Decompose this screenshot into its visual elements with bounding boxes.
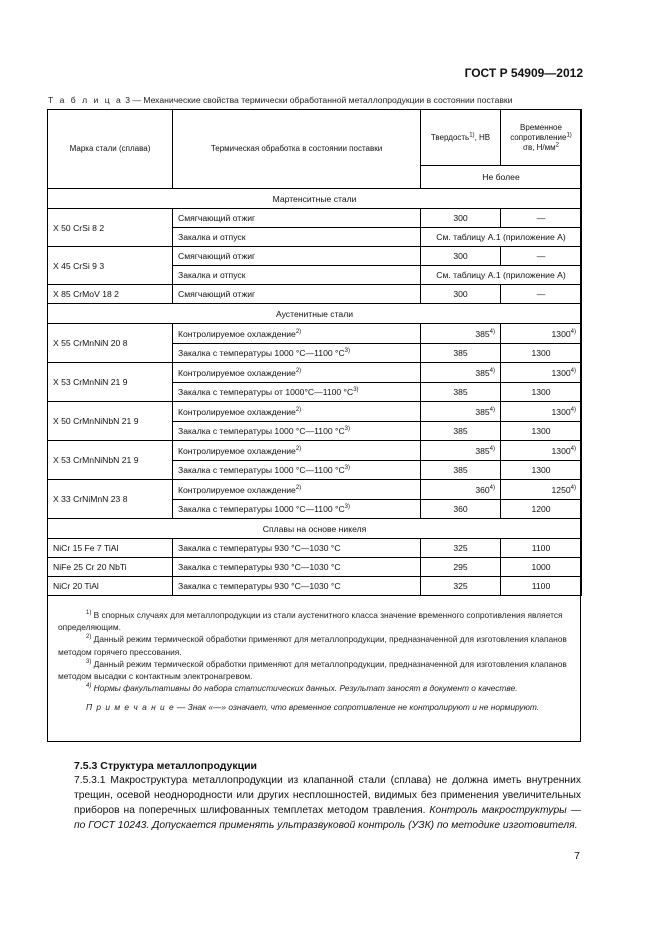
- treatment-text: Закалка с температуры 1000 °С—1100 °С: [178, 348, 345, 358]
- paragraph: [74, 773, 581, 833]
- strength-cell: 1300: [501, 422, 582, 441]
- footnote-text: Данный режим термической обработки применяют для металлопродукции, предназначенной для изготовления клапанов методом высадки с контактным электронагревом.: [58, 658, 567, 682]
- col-grade-header: Марка стали (сплава): [48, 110, 173, 189]
- treatment-text: Контролируемое охлаждение: [178, 367, 296, 378]
- treatment-text: Контролируемое охлаждение: [178, 328, 296, 339]
- treatment-cell: [173, 363, 421, 383]
- footnote-ref: 4): [570, 367, 576, 374]
- footnote-ref: 4): [489, 367, 495, 374]
- strength-value: 1300: [551, 445, 571, 456]
- section-austenitic: Аустенитные стали: [48, 304, 582, 324]
- grade-cell: X 55 CrMnNiN 20 8: [48, 324, 173, 363]
- treatment-cell: [173, 461, 421, 480]
- treatment-cell: Закалка с температуры 930 °С—1030 °С: [173, 539, 421, 558]
- table-row: [48, 577, 582, 596]
- hardness-cell: 360: [421, 500, 501, 519]
- grade-cell: X 53 CrMnNiN 21 9: [48, 363, 173, 402]
- treatment-cell: Закалка с температуры 930 °С—1030 °С: [173, 577, 421, 596]
- footnote-mark: 3): [86, 659, 92, 666]
- hardness-cell: 300: [421, 247, 501, 266]
- footnote-ref: 3): [344, 465, 351, 472]
- strength-cell: 1200: [501, 500, 582, 519]
- treatment-cell: [173, 480, 421, 500]
- grade-cell: X 85 CrMoV 18 2: [48, 285, 173, 304]
- hardness-cell: [421, 363, 501, 383]
- col-treatment-header: Термическая обработка в состоянии поставки: [173, 110, 421, 189]
- treatment-text: Закалка с температуры 1000 °С—1100 °С: [178, 465, 345, 475]
- paragraph-italic-text: Контроль макроструктуры — по ГОСТ 10243. Допускается применять ультразвуковой контроль (УЗК) по методике изготовителя.: [74, 805, 581, 831]
- header-row: [48, 110, 582, 166]
- footnote-mark: 4): [86, 683, 92, 690]
- table-row: [48, 363, 582, 383]
- hardness-cell: 295: [421, 558, 501, 577]
- strength-cell: 1300: [501, 383, 582, 402]
- table-row: [48, 209, 582, 228]
- table-row: [48, 285, 582, 304]
- footnote-ref: 2): [295, 367, 302, 374]
- section-martensitic: Мартенситные стали: [48, 189, 582, 209]
- hardness-cell: 325: [421, 577, 501, 596]
- strength-l3: σв, Н/мм: [523, 142, 556, 152]
- grade-cell: NiCr 20 TiAl: [48, 577, 173, 596]
- footnote-2: [58, 633, 574, 657]
- caption-prefix: Т а б л и ц а: [48, 95, 123, 105]
- hardness-label: Твердость: [430, 132, 470, 142]
- grade-cell: X 50 CrMnNiNbN 21 9: [48, 402, 173, 441]
- strength-value: 1300: [551, 406, 571, 417]
- not-more-label: Не более: [421, 166, 582, 189]
- hardness-sup: 1): [469, 131, 475, 138]
- strength-cell: [501, 324, 582, 344]
- grade-cell: NiCr 15 Fe 7 TiAl: [48, 539, 173, 558]
- footnote-ref: 3): [344, 348, 351, 355]
- treatment-cell: Смягчающий отжиг: [173, 247, 421, 266]
- table-row: [48, 247, 582, 266]
- remark-text: — Знак «—» означает, что временное сопротивление не контролируют и не нормируют.: [174, 702, 540, 713]
- hardness-cell: 385: [421, 383, 501, 402]
- footnote-ref: 4): [570, 484, 576, 491]
- grade-cell: X 45 CrSi 9 3: [48, 247, 173, 285]
- footnote-ref: 3): [344, 504, 351, 511]
- properties-table: [47, 109, 582, 596]
- section-row: [48, 304, 582, 324]
- hardness-unit: , НВ: [474, 132, 491, 142]
- table-row: [48, 324, 582, 344]
- footnote-mark: 1): [86, 610, 92, 617]
- footnote-mark: 2): [86, 634, 92, 641]
- remark-label: П р и м е ч а н и е: [86, 702, 175, 713]
- footnote-ref: 4): [570, 445, 576, 452]
- treatment-text: Контролируемое охлаждение: [178, 406, 296, 417]
- treatment-cell: [173, 383, 421, 402]
- footnote-4: [58, 682, 574, 694]
- strength-cell: 1300: [501, 344, 582, 363]
- table-row: [48, 539, 582, 558]
- footnote-text: Данный режим термической обработки применяют для металлопродукции, предназначенной для изготовления клапанов методом горячего прессования.: [58, 634, 567, 657]
- hardness-cell: [421, 402, 501, 422]
- hardness-cell: 300: [421, 209, 501, 228]
- treatment-cell: Закалка и отпуск: [173, 228, 421, 247]
- table-row: [48, 402, 582, 422]
- hardness-value: 385: [475, 406, 490, 417]
- section-heading: 7.5.3 Структура металлопродукции: [74, 760, 257, 772]
- strength-value: 1300: [551, 328, 571, 339]
- paragraph-text: 7.5.3.1 Макроструктура металлопродукции из клапанной стали (сплава) не должна иметь внутренних трещин, осевой неоднородности или других несплошностей, видимых без применения увеличительных приборов на поперечных шлифованных темплетах методом травления.: [74, 775, 581, 816]
- caption-text: 3 — Механические свойства термически обработанной металлопродукции в состоянии поставки: [125, 95, 513, 105]
- treatment-text: Контролируемое охлаждение: [178, 445, 296, 456]
- strength-cell: 1300: [501, 461, 582, 480]
- hardness-cell: 385: [421, 422, 501, 441]
- grade-cell: NiFe 25 Cr 20 NbTi: [48, 558, 173, 577]
- treatment-text: Контролируемое охлаждение: [178, 484, 296, 495]
- strength-cell: [501, 402, 582, 422]
- footnote-ref: 2): [295, 445, 302, 452]
- footnote-ref: 4): [489, 406, 495, 413]
- col-strength-header: [501, 110, 582, 166]
- strength-cell: [501, 480, 582, 500]
- treatment-text: Закалка с температуры от 1000°С—1100 °С: [178, 387, 354, 397]
- footnote-ref: 3): [353, 387, 359, 394]
- grade-cell: X 50 CrSi 8 2: [48, 209, 173, 247]
- table-row: [48, 480, 582, 500]
- footnote-ref: 4): [489, 484, 495, 491]
- section-nickel: Сплавы на основе никеля: [48, 519, 582, 539]
- table-remark: [58, 701, 574, 713]
- footnote-text: Нормы факультативны до набора статистических данных. Результат заносят в документ о качестве.: [91, 683, 518, 694]
- reference-cell: См. таблицу А.1 (приложение А): [421, 266, 582, 285]
- footnote-3: [58, 658, 574, 682]
- strength-l1: Временное: [520, 122, 562, 132]
- section-body: [74, 773, 581, 833]
- hardness-cell: 385: [421, 461, 501, 480]
- section-row: [48, 189, 582, 209]
- footnote-text: В спорных случаях для металлопродукции из стали аустенитного класса значение временного сопротивления является определяющим.: [58, 610, 563, 633]
- strength-cell: 1100: [501, 577, 582, 596]
- hardness-cell: [421, 441, 501, 461]
- strength-cell: [501, 363, 582, 383]
- treatment-cell: Закалка и отпуск: [173, 266, 421, 285]
- hardness-cell: [421, 480, 501, 500]
- hardness-value: 385: [475, 328, 490, 339]
- treatment-cell: [173, 402, 421, 422]
- footnote-ref: 4): [570, 406, 576, 413]
- footnote-ref: 2): [295, 406, 302, 413]
- strength-l2: сопротивление: [510, 132, 567, 142]
- strength-cell: 1100: [501, 539, 582, 558]
- treatment-cell: Закалка с температуры 930 °С—1030 °С: [173, 558, 421, 577]
- table-row: [48, 558, 582, 577]
- treatment-cell: Смягчающий отжиг: [173, 209, 421, 228]
- treatment-text: Закалка с температуры 1000 °С—1100 °С: [178, 504, 345, 514]
- treatment-text: Закалка с температуры 1000 °С—1100 °С: [178, 426, 345, 436]
- strength-cell: —: [501, 285, 582, 304]
- treatment-cell: Смягчающий отжиг: [173, 285, 421, 304]
- hardness-cell: 325: [421, 539, 501, 558]
- footnote-ref: 4): [570, 328, 576, 335]
- treatment-cell: [173, 500, 421, 519]
- treatment-cell: [173, 344, 421, 363]
- hardness-value: 385: [475, 367, 490, 378]
- treatment-cell: [173, 422, 421, 441]
- hardness-value: 360: [475, 484, 490, 495]
- grade-cell: X 53 CrMnNiNbN 21 9: [48, 441, 173, 480]
- page-number: 7: [574, 850, 580, 862]
- col-hardness-header: [421, 110, 501, 166]
- strength-cell: 1000: [501, 558, 582, 577]
- hardness-value: 385: [475, 445, 490, 456]
- section-row: [48, 519, 582, 539]
- reference-cell: См. таблицу А.1 (приложение А): [421, 228, 582, 247]
- treatment-cell: [173, 441, 421, 461]
- footnote-ref: 4): [489, 328, 495, 335]
- treatment-cell: [173, 324, 421, 344]
- table-row: [48, 441, 582, 461]
- strength-value: 1250: [551, 484, 571, 495]
- strength-cell: [501, 441, 582, 461]
- hardness-cell: 300: [421, 285, 501, 304]
- strength-value: 1300: [551, 367, 571, 378]
- table-caption: [48, 95, 513, 105]
- grade-cell: X 33 CrNiMnN 23 8: [48, 480, 173, 519]
- footnote-1: [58, 609, 574, 633]
- strength-sup: 1): [566, 131, 572, 138]
- hardness-cell: [421, 324, 501, 344]
- footnote-ref: 3): [344, 426, 351, 433]
- footnote-ref: 2): [295, 484, 302, 491]
- table-notes: [58, 609, 574, 714]
- document-id: ГОСТ Р 54909—2012: [464, 66, 583, 80]
- hardness-cell: 385: [421, 344, 501, 363]
- footnote-ref: 2): [295, 328, 302, 335]
- footnote-ref: 4): [489, 445, 495, 452]
- strength-cell: —: [501, 247, 582, 266]
- strength-cell: —: [501, 209, 582, 228]
- strength-unit-sup: 2: [555, 141, 559, 148]
